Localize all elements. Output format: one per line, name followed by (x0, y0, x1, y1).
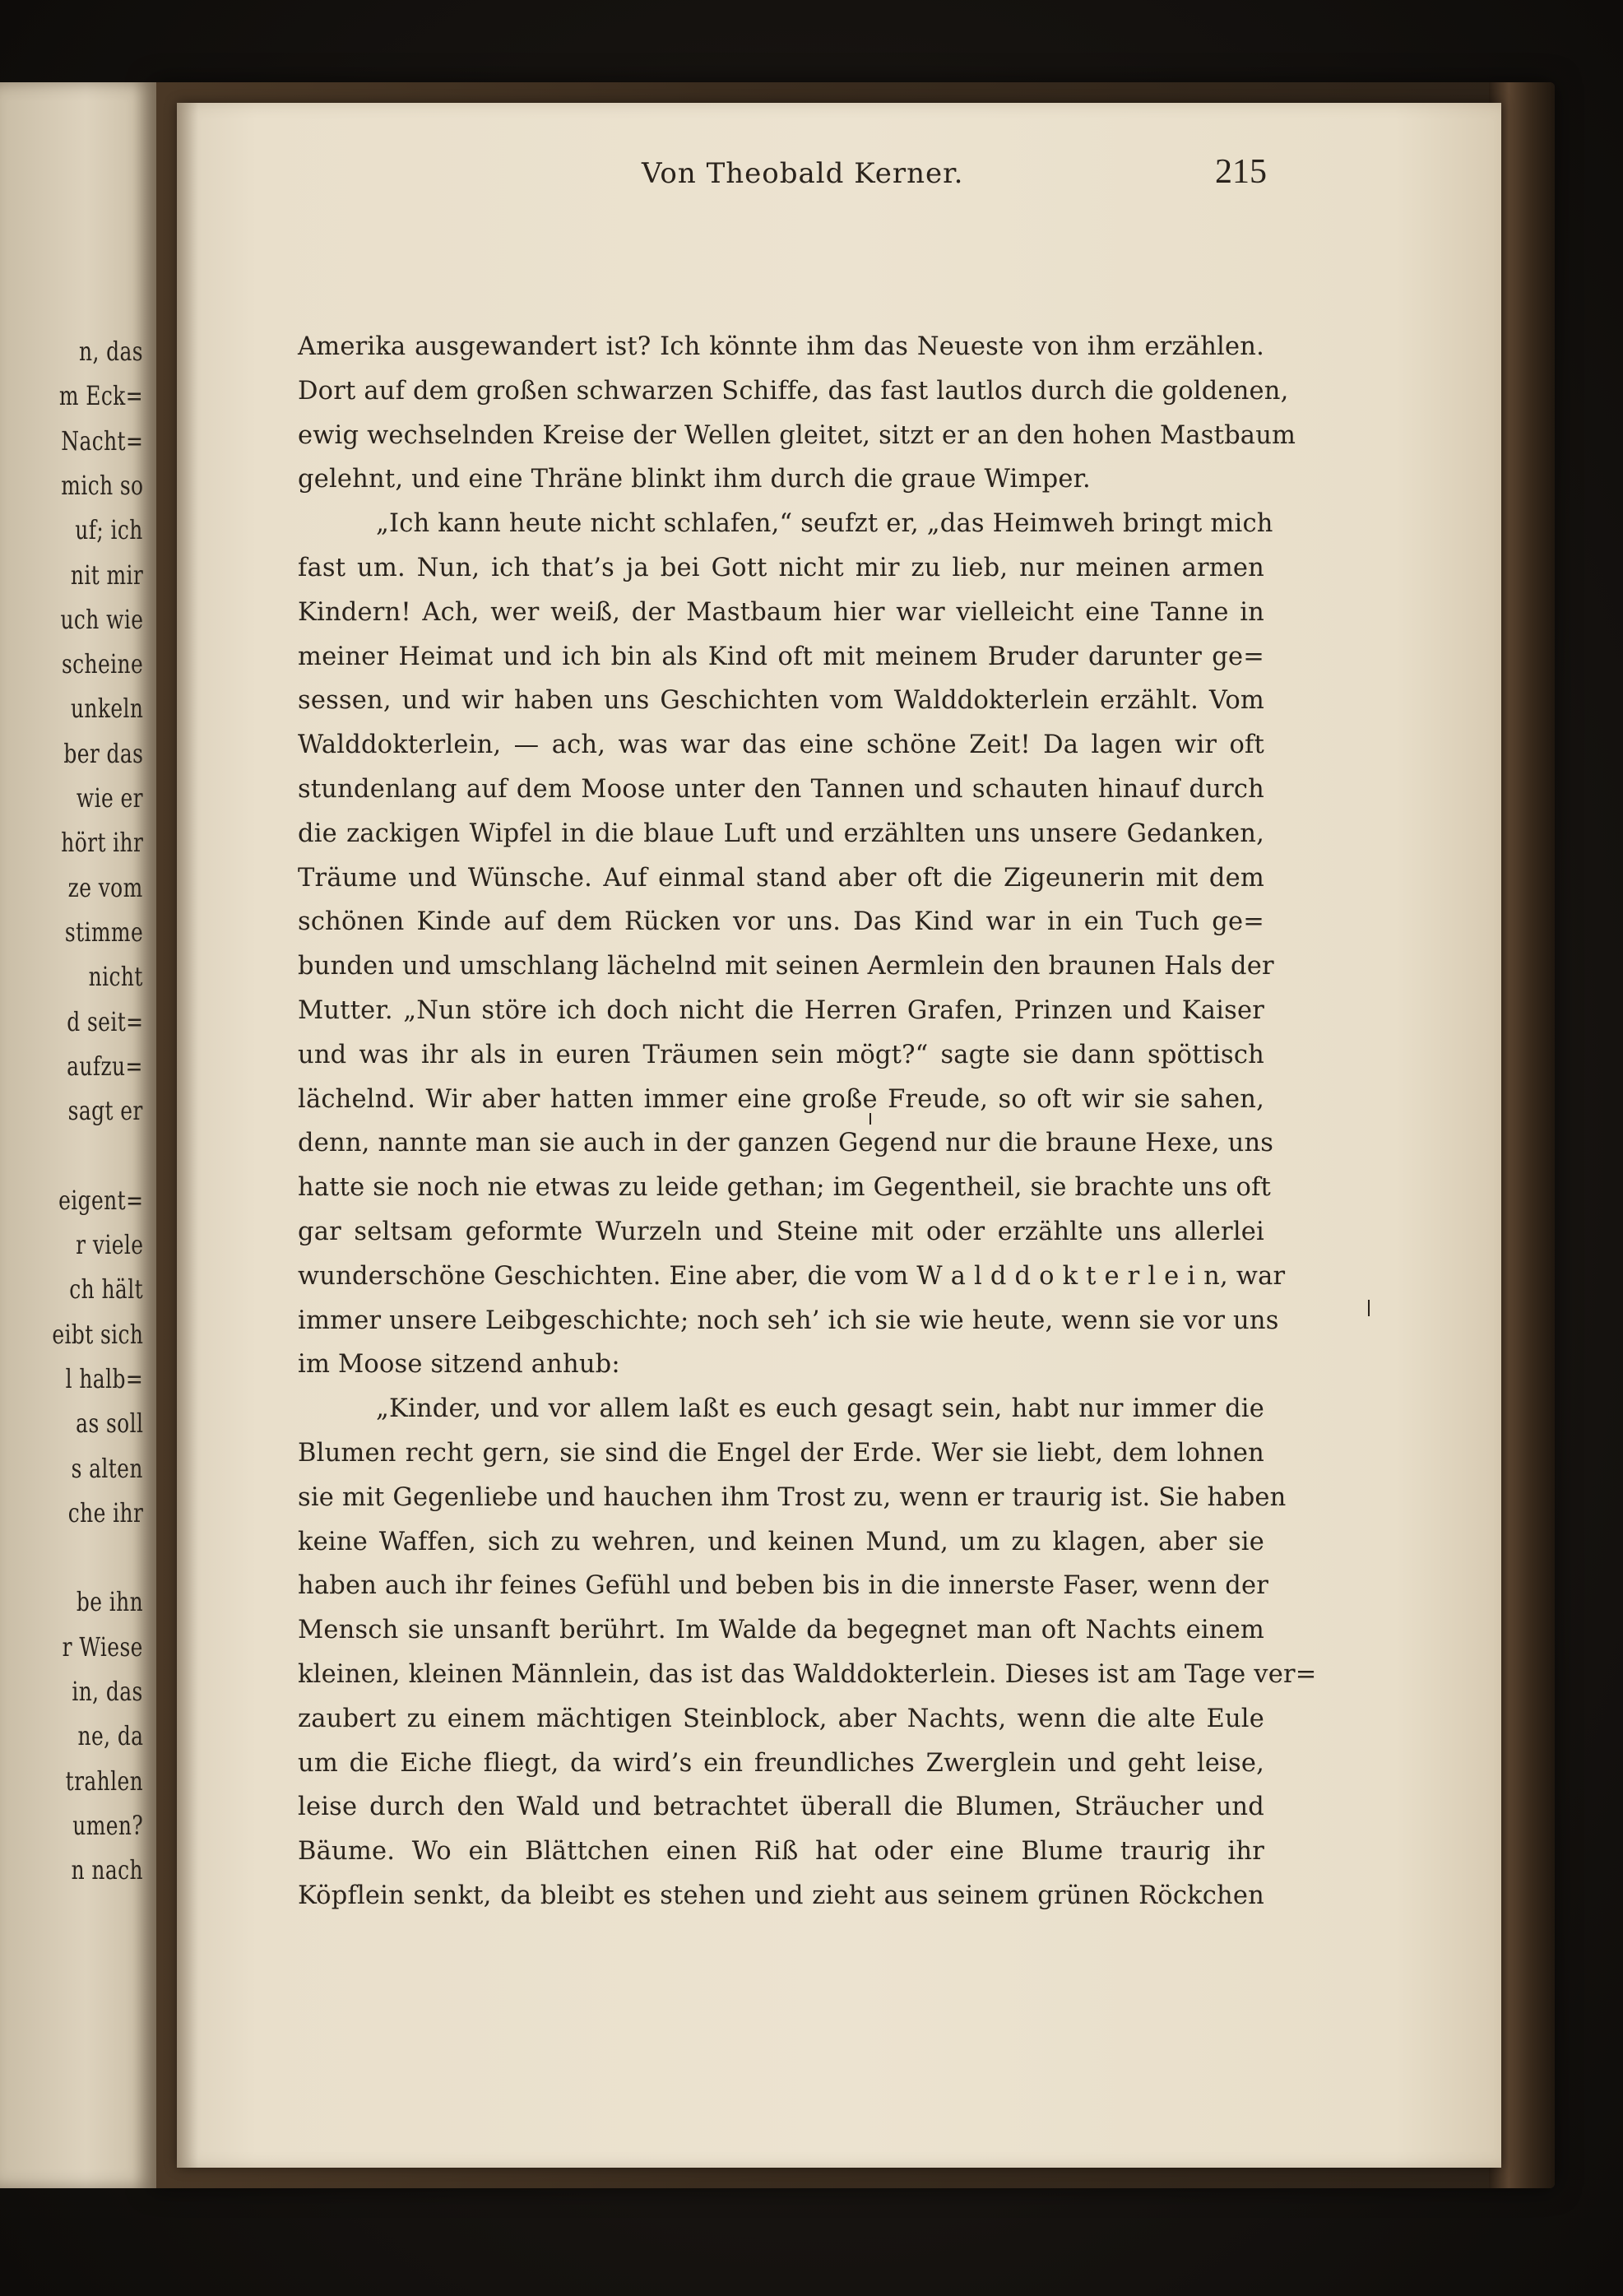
text-line: bunden und umschlang lächelnd mit seinen Aermlein den braunen Hals der (298, 952, 1274, 981)
text-line: Kindern! Ach, wer weiß, der Mastbaum hier war vielleicht eine Tanne in (298, 597, 1264, 627)
left-page-fragment: d seit= (66, 1005, 143, 1037)
left-page-fragment: be ihn (76, 1586, 143, 1618)
left-page-fragment: unkeln (70, 693, 143, 725)
text-line: Amerika ausgewandert ist? Ich könnte ihm das Neueste von ihm erzählen. (298, 332, 1264, 361)
left-page-fragment: r viele (75, 1229, 143, 1260)
left-page-fragment: uf; ich (75, 514, 143, 546)
text-line: lächelnd. Wir aber hatten immer eine große Freude, so oft wir sie sahen, (298, 1084, 1264, 1114)
text-line: im Moose sitzend anhub: (298, 1350, 620, 1380)
text-line: keine Waffen, sich zu wehren, und keinen Mund, um zu klagen, aber sie (298, 1527, 1264, 1556)
text-line: „Ich kann heute nicht schlafen,“ seufzt er, „das Heimweh bringt mich (376, 509, 1273, 539)
left-page-fragment: eigent= (58, 1184, 143, 1216)
text-line: fast um. Nun, ich that’s ja bei Gott nicht mir zu lieb, nur meinen armen (298, 554, 1264, 582)
text-line: und was ihr als in euren Träumen sein mögt?“ sagte sie dann spöttisch (298, 1040, 1264, 1069)
left-page-fragment: hört ihr (60, 827, 143, 859)
left-page-fragment: r Wiese (62, 1630, 143, 1663)
left-page-fragment: uch wie (60, 603, 143, 635)
text-line: Köpflein senkt, da bleibt es stehen und zieht aus seinem grünen Röckchen (298, 1881, 1264, 1910)
left-page-fragment: umen? (72, 1809, 143, 1841)
text-line: denn, nannte man sie auch in der ganzen Gegend nur die braune Hexe, uns (298, 1129, 1274, 1158)
left-page-fragment: nicht (88, 961, 143, 993)
page-gutter-shadow (177, 103, 198, 2168)
left-page-fragment: nit mir (70, 559, 143, 591)
left-page-fragment: Nacht= (60, 424, 143, 457)
left-page-fragment: ber das (63, 737, 143, 769)
text-line: leise durch den Wald und betrachtet überall die Blumen, Sträucher und (298, 1793, 1264, 1822)
text-line: sie mit Gegenliebe und hauchen ihm Trost zu, wenn er traurig ist. Sie haben (298, 1482, 1287, 1512)
text-line: Mensch sie unsanft berührt. Im Walde da begegnet man oft Nachts einem (298, 1616, 1264, 1645)
text-line: Dort auf dem großen schwarzen Schiffe, das fast lautlos durch die goldenen, (298, 376, 1289, 406)
page-number: 215 (1215, 153, 1267, 191)
text-line: wunderschöne Geschichten. Eine aber, die vom W a l d d o k t e r l e i n, war (298, 1261, 1286, 1291)
left-page-fragment: ch hält (69, 1273, 143, 1306)
left-page-fragment: stimme (64, 916, 143, 948)
text-line: immer unsere Leibgeschichte; noch seh’ ich sie wie heute, wenn sie vor uns (298, 1306, 1279, 1335)
text-line: „Kinder, und vor allem laßt es euch gesagt sein, habt nur immer die (376, 1394, 1264, 1424)
left-page-fragment: m Eck= (58, 380, 143, 412)
left-page-fragment: in, das (72, 1676, 143, 1707)
text-line: Träume und Wünsche. Auf einmal stand aber oft die Zigeunerin mit dem (298, 863, 1264, 893)
left-facing-page (0, 82, 156, 2188)
left-page-fragment: sagt er (67, 1095, 143, 1127)
left-page-fragment: che ihr (67, 1496, 143, 1528)
margin-mark (1368, 1300, 1370, 1316)
left-page-fragment: n nach (71, 1854, 143, 1886)
text-line: kleinen, kleinen Männlein, das ist das Walddokterlein. Dieses ist am Tage ver= (298, 1660, 1317, 1689)
text-line: um die Eiche fliegt, da wird’s ein freundliches Zwerglein und geht leise, (298, 1748, 1264, 1778)
left-page-fragment: trahlen (65, 1765, 143, 1797)
text-line: gar seltsam geformte Wurzeln und Steine mit oder erzählte uns allerlei (298, 1218, 1264, 1246)
left-page-fragment: n, das (79, 336, 143, 367)
left-page-fragment: aufzu= (67, 1050, 143, 1082)
left-page-fragment: scheine (61, 648, 143, 680)
left-page-fragment: as soll (75, 1408, 143, 1440)
text-line: Walddokterlein, — ach, was war das eine schöne Zeit! Da lagen wir oft (298, 731, 1264, 760)
text-line: Mutter. „Nun störe ich doch nicht die Herren Grafen, Prinzen und Kaiser (298, 996, 1264, 1025)
text-line: die zackigen Wipfel in die blaue Luft und erzählten uns unsere Gedanken, (298, 819, 1264, 848)
text-line: sessen, und wir haben uns Geschichten vom Walddokterlein erzählt. Vom (298, 686, 1264, 716)
text-line: schönen Kinde auf dem Rücken vor uns. Das Kind war in ein Tuch ge= (298, 907, 1264, 937)
text-line: hatte sie noch nie etwas zu leide gethan; im Gegentheil, sie brachte uns oft (298, 1173, 1272, 1203)
left-page-fragment: s alten (71, 1452, 143, 1484)
text-line: haben auch ihr feines Gefühl und beben bis in die innerste Faser, wenn der (298, 1571, 1268, 1601)
left-page-fragment: ze vom (68, 871, 143, 903)
left-page-fragment: wie er (76, 782, 143, 814)
text-line: Bäume. Wo ein Blättchen einen Riß hat oder eine Blume traurig ihr (298, 1837, 1264, 1867)
left-page-fragment: l halb= (65, 1362, 143, 1394)
left-page-fragment: ne, da (77, 1720, 143, 1752)
text-line: stundenlang auf dem Moose unter den Tannen und schauten hinauf durch (298, 775, 1264, 804)
left-page-fragment: mich so (60, 469, 143, 501)
text-line: ewig wechselnden Kreise der Wellen gleitet, sitzt er an den hohen Mastbaum (298, 420, 1296, 450)
text-line: zaubert zu einem mächtigen Steinblock, aber Nachts, wenn die alte Eule (298, 1704, 1264, 1733)
text-line: gelehnt, und eine Thräne blinkt ihm durch die graue Wimper. (298, 465, 1091, 494)
running-head: Von Theobald Kerner. (642, 157, 964, 190)
left-page-fragment: eibt sich (51, 1318, 143, 1350)
page-header (288, 152, 1267, 202)
text-line: meiner Heimat und ich bin als Kind oft mit meinem Bruder darunter ge= (298, 642, 1264, 671)
text-line: Blumen recht gern, sie sind die Engel der Erde. Wer sie liebt, dem lohnen (298, 1439, 1264, 1468)
